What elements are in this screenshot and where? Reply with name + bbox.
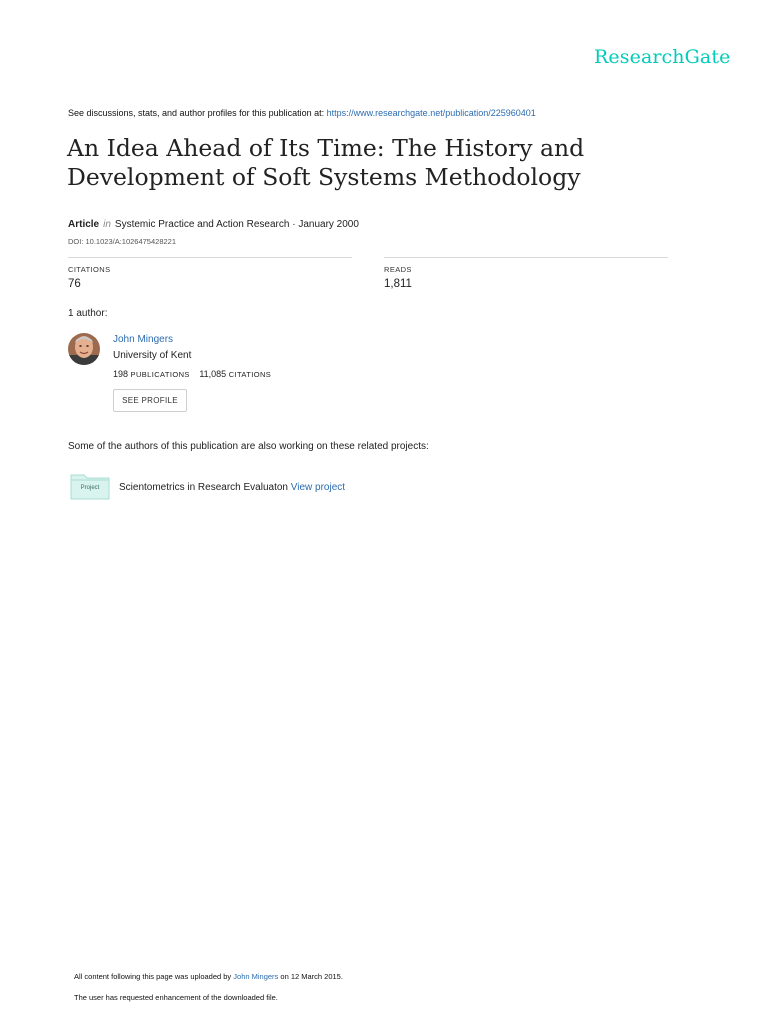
reads-divider	[384, 257, 668, 258]
publication-doi: DOI: 10.1023/A:1026475428221	[68, 237, 177, 246]
author-citations-count: 11,085	[199, 369, 227, 379]
see-profile-button[interactable]: SEE PROFILE	[113, 389, 187, 412]
author-name-link[interactable]: John Mingers	[113, 334, 174, 345]
in-label: in	[103, 219, 111, 230]
author-photo-icon	[68, 333, 100, 365]
upload-prefix: All content following this page was uploaded by	[74, 972, 234, 981]
project-name: Scientometrics in Research Evaluaton	[119, 482, 288, 493]
publication-type: Article	[68, 219, 100, 230]
publication-meta	[68, 219, 359, 230]
discussion-notice	[68, 108, 536, 118]
author-citations-label: CITATIONS	[228, 370, 272, 379]
upload-suffix: on 12 March 2015.	[278, 972, 343, 981]
project-folder-icon	[70, 472, 110, 500]
citations-label: CITATIONS	[68, 265, 111, 274]
title-line-2: Development of Soft Systems Methodology	[67, 163, 581, 191]
view-project-link[interactable]: View project	[290, 482, 346, 493]
author-publications-count: 198	[113, 369, 129, 379]
researchgate-logo[interactable]: ResearchGate	[594, 46, 731, 68]
author-publications-label: PUBLICATIONS	[130, 370, 190, 379]
author-avatar[interactable]	[68, 333, 100, 365]
reads-count: 1,811	[384, 278, 412, 290]
title-line-1: An Idea Ahead of Its Time: The History and	[67, 134, 585, 162]
citations-count: 76	[68, 278, 81, 290]
publication-title	[67, 134, 707, 192]
citations-divider	[68, 257, 352, 258]
publication-venue: Systemic Practice and Action Research · January 2000	[114, 219, 359, 230]
upload-notice	[74, 972, 343, 981]
publication-url-link[interactable]: https://www.researchgate.net/publication/225960401	[326, 108, 536, 118]
author-stats	[113, 369, 278, 379]
project-item	[119, 482, 345, 493]
project-icon-label: Project	[80, 485, 100, 491]
authors-heading: 1 author:	[68, 308, 108, 319]
enhancement-note: The user has requested enhancement of the downloaded file.	[74, 993, 278, 1002]
reads-label: READS	[384, 265, 412, 274]
discussion-prefix: See discussions, stats, and author profiles for this publication at:	[68, 108, 327, 118]
uploader-link[interactable]: John Mingers	[233, 972, 279, 981]
author-institution: University of Kent	[113, 350, 192, 361]
related-projects-heading: Some of the authors of this publication are also working on these related projects:	[68, 441, 429, 452]
